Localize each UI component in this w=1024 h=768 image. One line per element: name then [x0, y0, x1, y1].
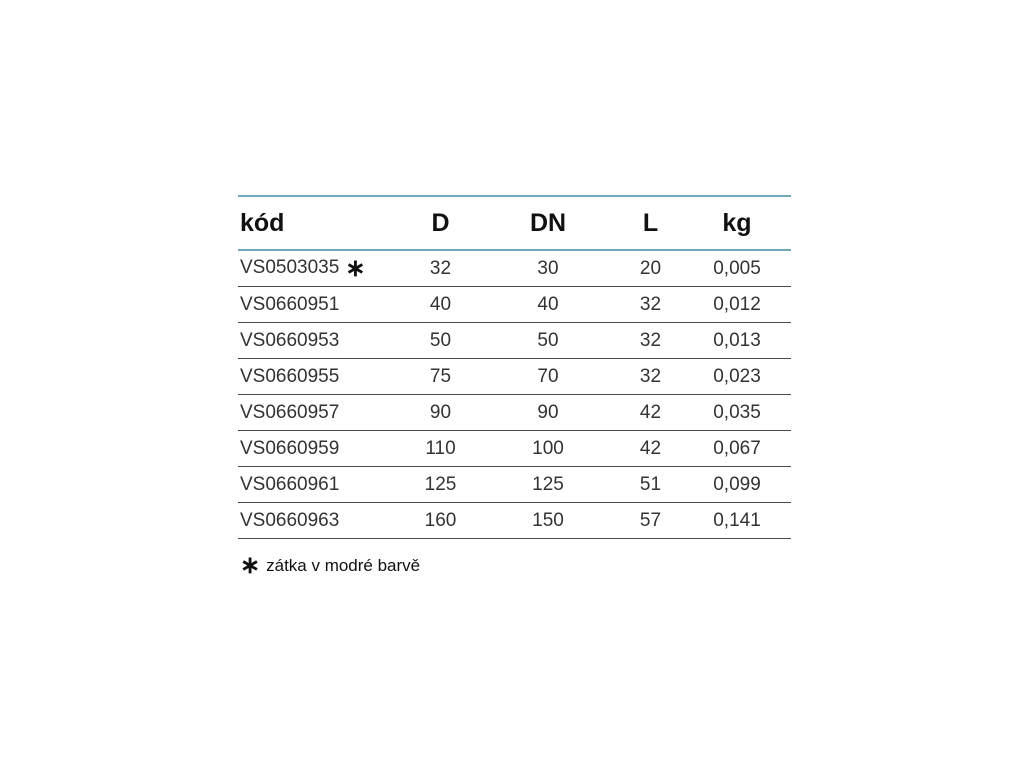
header-l: L	[642, 208, 659, 237]
cell-d: 32	[429, 257, 452, 279]
cell-kod: VS0660955	[240, 365, 340, 387]
cell-kg: 0,013	[713, 329, 761, 351]
cell-l: 32	[639, 365, 662, 387]
asterisk-icon: ∗	[240, 552, 261, 579]
table-row	[238, 251, 791, 287]
table-row	[238, 359, 791, 395]
cell-l: 32	[639, 293, 662, 315]
cell-dn: 40	[537, 293, 559, 315]
product-table	[238, 195, 791, 580]
cell-kg: 0,005	[713, 257, 761, 279]
cell-d: 75	[429, 365, 452, 387]
cell-dn: 100	[532, 437, 564, 459]
cell-kg: 0,141	[713, 509, 761, 531]
cell-d: 110	[425, 437, 456, 459]
footnote-text: zátka v modré barvě	[266, 555, 421, 575]
cell-l: 57	[639, 509, 662, 531]
cell-kg: 0,012	[713, 293, 761, 315]
cell-dn: 125	[532, 473, 564, 495]
header-dn: DN	[529, 208, 567, 237]
cell-kg: 0,023	[713, 365, 761, 387]
header-kg: kg	[722, 208, 752, 237]
cell-d: 125	[424, 473, 457, 495]
cell-l: 51	[639, 473, 662, 495]
cell-d: 160	[424, 509, 457, 531]
cell-dn: 70	[537, 365, 559, 387]
cell-d: 40	[429, 293, 452, 315]
cell-dn: 150	[532, 509, 564, 531]
table-header-row	[238, 197, 791, 251]
cell-d: 90	[429, 401, 452, 423]
table-row	[238, 467, 791, 503]
cell-kod: VS0660959	[240, 437, 340, 459]
kod-value: VS0503035	[240, 257, 340, 278]
cell-kod: VS0660957	[240, 401, 340, 423]
header-kod: kód	[240, 208, 285, 237]
table-row	[238, 503, 791, 539]
table-row	[238, 287, 791, 323]
cell-dn: 30	[537, 257, 559, 279]
cell-l: 42	[639, 401, 662, 423]
cell-l: 20	[639, 257, 662, 279]
cell-kg: 0,067	[713, 437, 761, 459]
cell-d: 50	[429, 329, 452, 351]
table-row	[238, 431, 791, 467]
cell-dn: 50	[537, 329, 559, 351]
cell-dn: 90	[537, 401, 559, 423]
cell-l: 32	[639, 329, 662, 351]
cell-kod: VS0660961	[240, 473, 340, 495]
cell-kg: 0,099	[713, 473, 761, 495]
cell-kod: VS0660953	[240, 329, 340, 351]
cell-kod: VS0660963	[240, 509, 340, 531]
cell-kg: 0,035	[713, 401, 761, 423]
table-row	[238, 395, 791, 431]
footnote	[238, 551, 791, 580]
cell-l: 42	[639, 437, 662, 459]
cell-kod: VS0660951	[240, 293, 340, 315]
table-row	[238, 323, 791, 359]
asterisk-icon: ∗	[345, 255, 366, 282]
header-d: D	[431, 208, 450, 237]
cell-kod	[238, 254, 403, 283]
